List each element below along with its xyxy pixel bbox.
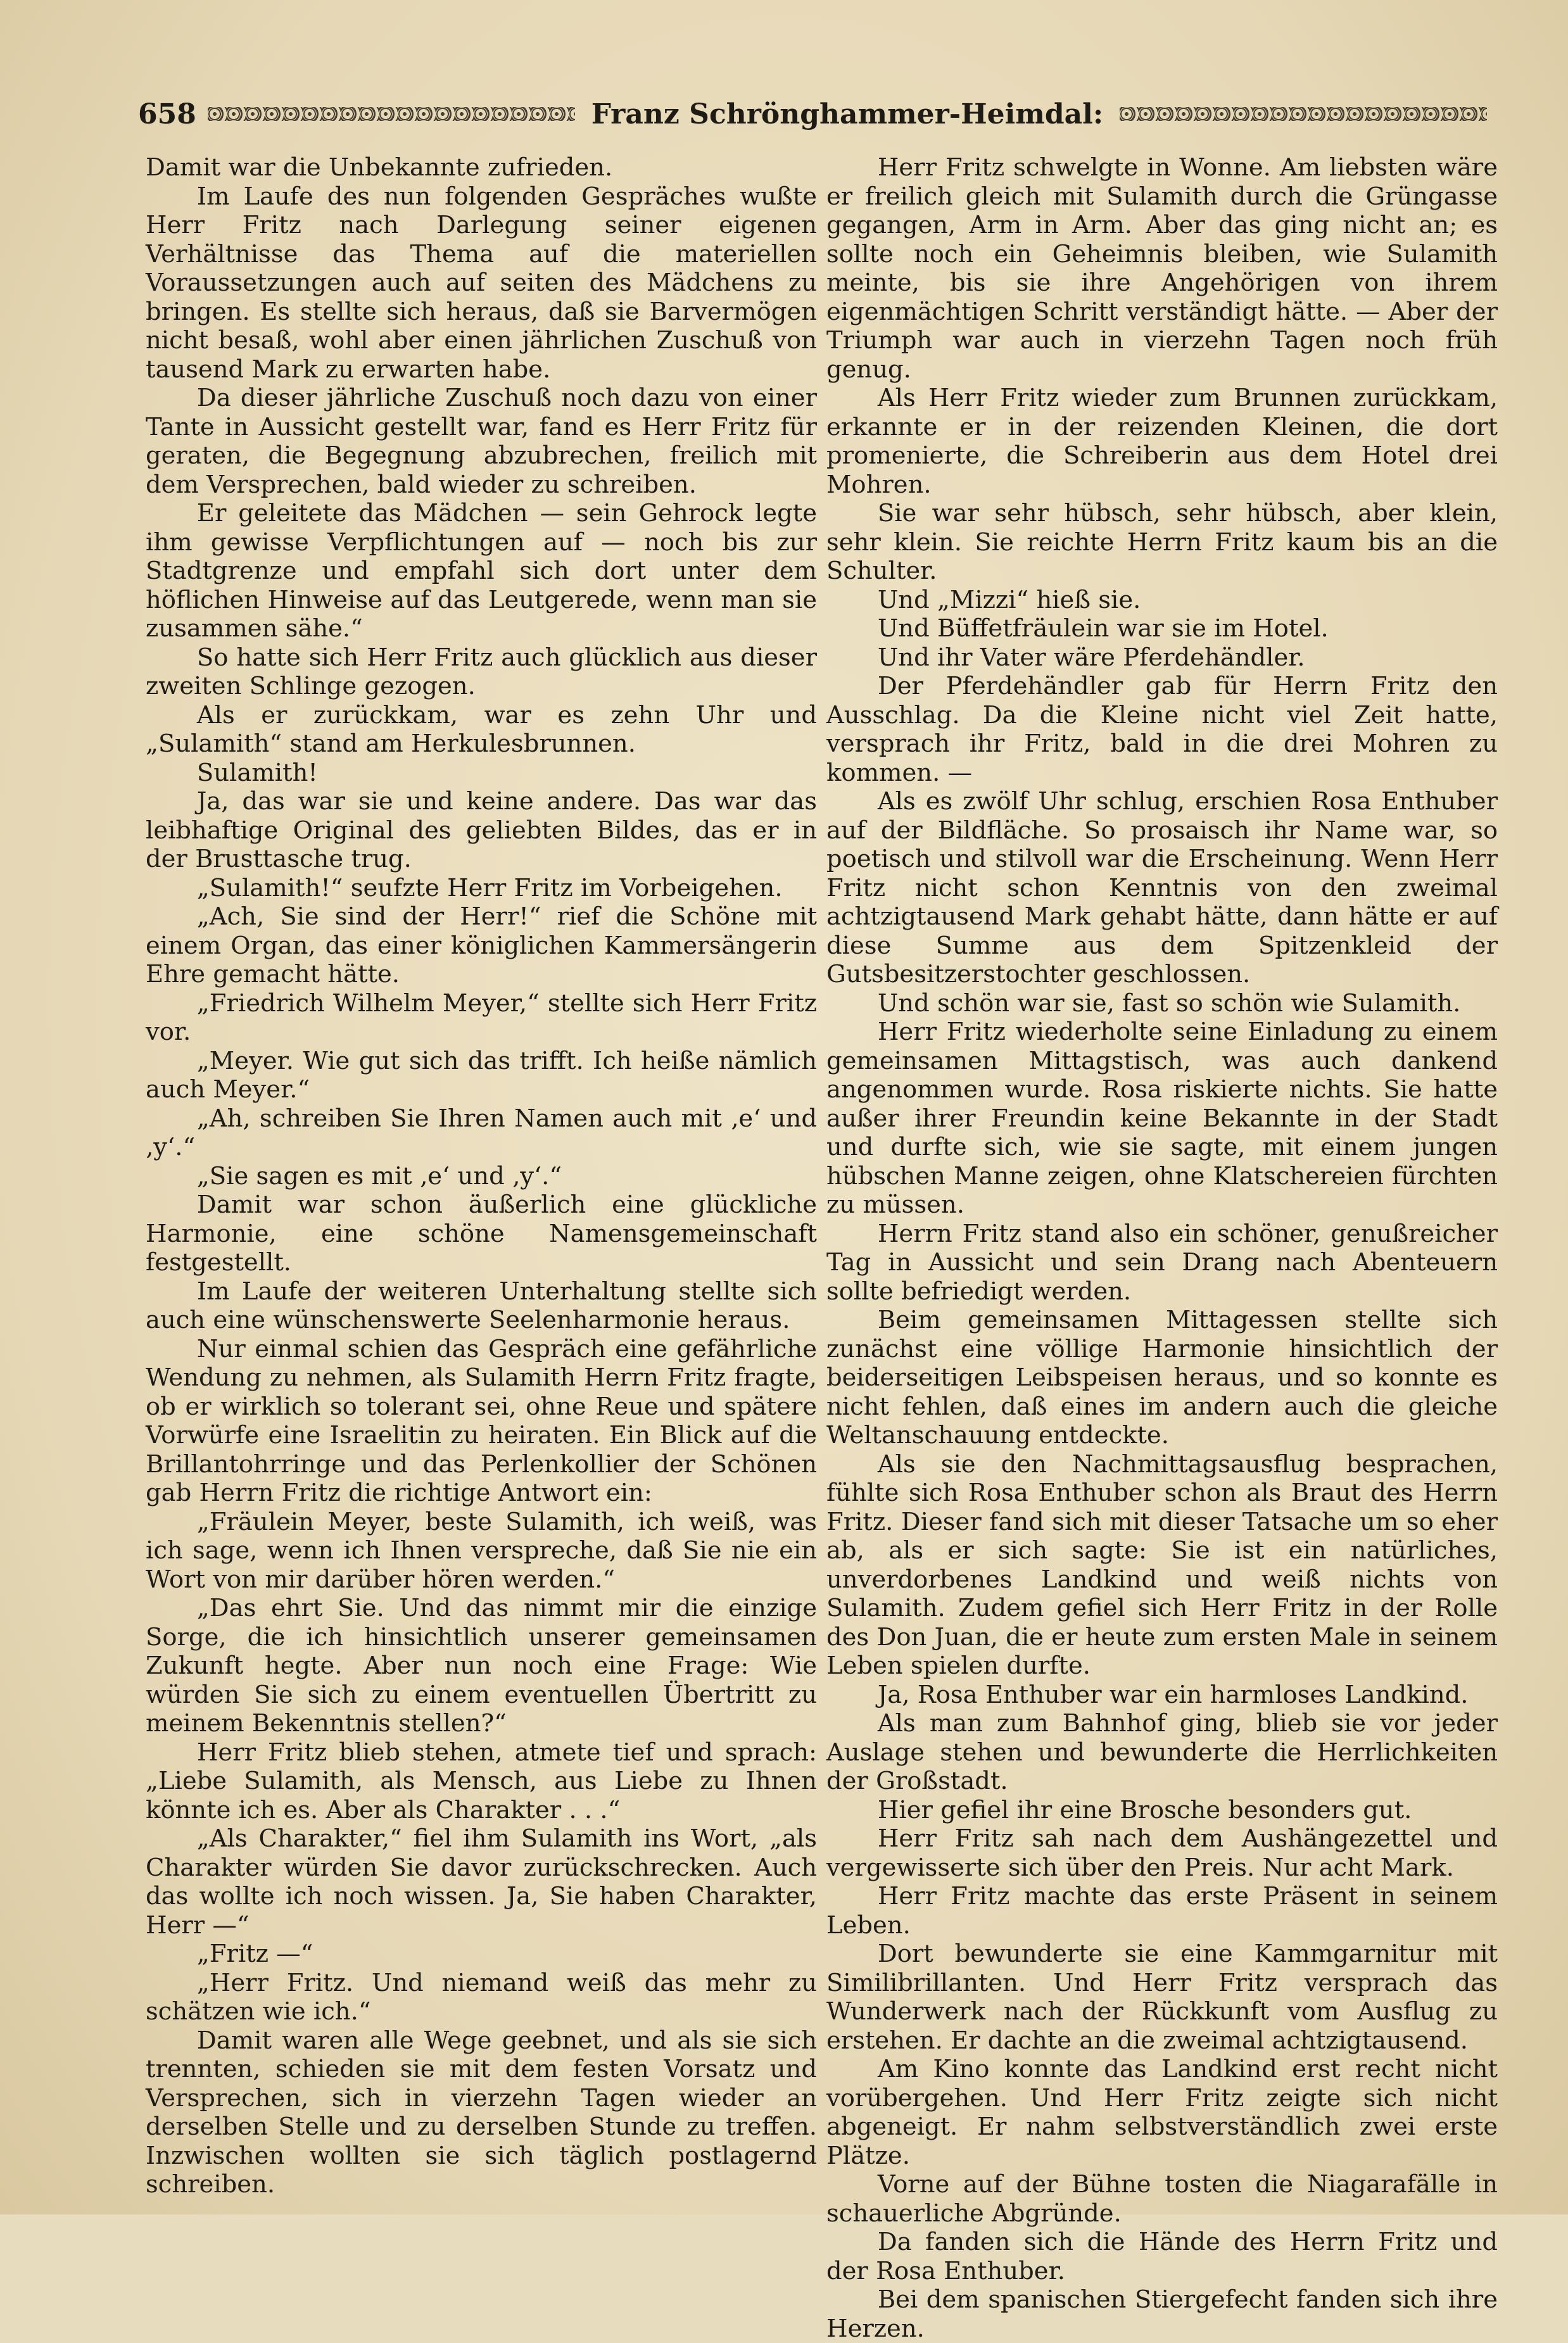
- paragraph: „Friedrich Wilhelm Meyer,“ stellte sich Herr Fritz vor.: [146, 988, 817, 1046]
- running-title: Franz Schrönghammer-Heimdal:: [591, 98, 1104, 130]
- paragraph: Herr Fritz blieb stehen, atmete tief und sprach: „Liebe Sulamith, als Mensch, aus Liebe zu Ihnen könnte ich es. Aber als Charakter . . .“: [146, 1738, 817, 1824]
- paragraph: Und ihr Vater wäre Pferdehändler.: [877, 643, 1305, 672]
- paragraph: Und „Mizzi“ hieß sie.: [877, 585, 1141, 614]
- paragraph: „Herr Fritz. Und niemand weiß das mehr zu schätzen wie ich.“: [146, 1968, 817, 2026]
- paragraph: Und schön war sie, fast so schön wie Sulamith.: [877, 988, 1461, 1018]
- paragraph: Da fanden sich die Hände des Herrn Fritz und der Rosa Enthuber.: [826, 2228, 1498, 2285]
- left-column: [146, 153, 817, 2199]
- paragraph: Und Büffetfräulein war sie im Hotel.: [877, 614, 1329, 643]
- paragraph: So hatte sich Herr Fritz auch glücklich aus dieser zweiten Schlinge gezogen.: [146, 643, 817, 700]
- paragraph: Vorne auf der Bühne tosten die Niagarafälle in schauerliche Abgründe.: [826, 2170, 1498, 2228]
- paragraph: „Meyer. Wie gut sich das trifft. Ich heiße nämlich auch Meyer.“: [146, 1046, 817, 1104]
- paragraph: „Das ehrt Sie. Und das nimmt mir die einzige Sorge, die ich hinsichtlich unserer gemeinsamen Zukunft hegte. Aber nun noch eine Frage: Wie würden Sie sich zu einem eventuellen Übertritt zu meinem Bekenntnis stellen?“: [146, 1594, 817, 1738]
- paragraph: Ja, das war sie und keine andere. Das war das leibhaftige Original des geliebten Bildes, das er in der Brusttasche trug.: [146, 787, 817, 873]
- paragraph: „Sie sagen es mit ‚e‘ und ‚y‘.“: [196, 1161, 562, 1190]
- paragraph: Herrn Fritz stand also ein schöner, genußreicher Tag in Aussicht und sein Drang nach Abenteuern sollte befriedigt werden.: [826, 1219, 1498, 1306]
- paragraph: Sulamith!: [196, 758, 318, 787]
- paragraph: Damit war schon äußerlich eine glückliche Harmonie, eine schöne Namensgemeinschaft festgestellt.: [146, 1190, 817, 1277]
- paragraph: Als es zwölf Uhr schlug, erschien Rosa Enthuber auf der Bildfläche. So prosaisch ihr Name war, so poetisch und stilvoll war die Erscheinung. Wenn Herr Fritz nicht schon Kenntnis von den zweimal achtzigtausend Mark gehabt hätte, dann hätte er auf diese Summe aus dem Spitzenkleid der Gutsbesitzerstochter geschlossen.: [826, 787, 1498, 988]
- paragraph: Der Pferdehändler gab für Herrn Fritz den Ausschlag. Da die Kleine nicht viel Zeit hatte, versprach ihr Fritz, bald in die drei Mohren zu kommen. —: [826, 672, 1498, 787]
- paragraph: „Sulamith!“ seufzte Herr Fritz im Vorbeigehen.: [196, 873, 783, 902]
- paragraph: Als man zum Bahnhof ging, blieb sie vor jeder Auslage stehen und bewunderte die Herrlichkeiten der Großstadt.: [826, 1709, 1498, 1795]
- header-ornament-left: [208, 107, 575, 121]
- paragraph: Bei dem spanischen Stiergefecht fanden sich ihre Herzen.: [826, 2285, 1498, 2343]
- paragraph: Herr Fritz wiederholte seine Einladung zu einem gemeinsamen Mittagstisch, was auch dankend angenommen wurde. Rosa riskierte nichts. Sie hatte außer ihrer Freundin keine Bekannte in der Stadt und durfte sich, wie sie sagte, mit einem jungen hübschen Manne zeigen, ohne Klatschereien fürchten zu müssen.: [826, 1018, 1498, 1219]
- paragraph: Herr Fritz schwelgte in Wonne. Am liebsten wäre er freilich gleich mit Sulamith durch die Grüngasse gegangen, Arm in Arm. Aber das ging nicht an; es sollte noch ein Geheimnis bleiben, wie Sulamith meinte, bis sie ihre Angehörigen von ihrem eigenmächtigen Schritt verständigt hätte. — Aber der Triumph war auch in vierzehn Tagen noch früh genug.: [826, 153, 1498, 384]
- paragraph: Damit waren alle Wege geebnet, und als sie sich trennten, schieden sie mit dem festen Vorsatz und Versprechen, sich in vierzehn Tagen wieder an derselben Stelle und zu derselben Stunde zu treffen. Inzwischen wollten sie sich täglich postlagernd schreiben.: [146, 2026, 817, 2199]
- paragraph: Beim gemeinsamen Mittagessen stellte sich zunächst eine völlige Harmonie hinsichtlich der beiderseitigen Leibspeisen heraus, und so konnte es nicht fehlen, daß eines im andern auch die gleiche Weltanschauung entdeckte.: [826, 1306, 1498, 1449]
- paragraph: Ja, Rosa Enthuber war ein harmloses Landkind.: [877, 1680, 1469, 1709]
- page-number: 658: [138, 98, 196, 130]
- paragraph: Sie war sehr hübsch, sehr hübsch, aber klein, sehr klein. Sie reichte Herrn Fritz kaum bis an die Schulter.: [826, 499, 1498, 585]
- paragraph: Als sie den Nachmittagsausflug besprachen, fühlte sich Rosa Enthuber schon als Braut des Herrn Fritz. Dieser fand sich mit dieser Tatsache um so eher ab, als er sich sagte: Sie ist ein natürliches, unverdorbenes Landkind und weiß nichts von Sulamith. Zudem gefiel sich Herr Fritz in der Rolle des Don Juan, die er heute zum ersten Male in seinem Leben spielen durfte.: [826, 1449, 1498, 1680]
- paragraph: Herr Fritz machte das erste Präsent in seinem Leben.: [826, 1882, 1498, 1940]
- paragraph: Dort bewunderte sie eine Kammgarnitur mit Similibrillanten. Und Herr Fritz versprach das Wunderwerk nach der Rückkunft vom Ausflug zu erstehen. Er dachte an die zweimal achtzigtausend.: [826, 1940, 1498, 2055]
- paragraph: Im Laufe der weiteren Unterhaltung stellte sich auch eine wünschenswerte Seelenharmonie heraus.: [146, 1277, 817, 1334]
- paragraph: Am Kino konnte das Landkind erst recht nicht vorübergehen. Und Herr Fritz zeigte sich nicht abgeneigt. Er nahm selbstverständlich zwei erste Plätze.: [826, 2055, 1498, 2170]
- paragraph: „Fritz —“: [196, 1940, 313, 1968]
- right-column: [826, 153, 1498, 2343]
- paragraph: Da dieser jährliche Zuschuß noch dazu von einer Tante in Aussicht gestellt war, fand es Herr Fritz für geraten, die Begegnung abzubrechen, freilich mit dem Versprechen, bald wieder zu schreiben.: [146, 384, 817, 499]
- paragraph: Als Herr Fritz wieder zum Brunnen zurückkam, erkannte er in der reizenden Kleinen, die dort promenierte, die Schreiberin aus dem Hotel drei Mohren.: [826, 384, 1498, 499]
- paragraph: Er geleitete das Mädchen — sein Gehrock legte ihm gewisse Verpflichtungen auf — noch bis zur Stadtgrenze und empfahl sich dort unter dem höflichen Hinweise auf das Leutgerede, wenn man sie zusammen sähe.“: [146, 499, 817, 643]
- paragraph: Hier gefiel ihr eine Brosche besonders gut.: [877, 1795, 1412, 1824]
- paragraph: Im Laufe des nun folgenden Gespräches wußte Herr Fritz nach Darlegung seiner eigenen Verhältnisse das Thema auf die materiellen Voraussetzungen auch auf seiten des Mädchens zu bringen. Es stellte sich heraus, daß sie Barvermögen nicht besaß, wohl aber einen jährlichen Zuschuß von tausend Mark zu erwarten habe.: [146, 182, 817, 384]
- paragraph: „Ach, Sie sind der Herr!“ rief die Schöne mit einem Organ, das einer königlichen Kammersängerin Ehre gemacht hätte.: [146, 902, 817, 988]
- paragraph: Nur einmal schien das Gespräch eine gefährliche Wendung zu nehmen, als Sulamith Herrn Fritz fragte, ob er wirklich so tolerant sei, ohne Reue und spätere Vorwürfe eine Israelitin zu heiraten. Ein Blick auf die Brillantohrringe und das Perlenkollier der Schönen gab Herrn Fritz die richtige Antwort ein:: [146, 1334, 817, 1507]
- paragraph: „Ah, schreiben Sie Ihren Namen auch mit ‚e‘ und ‚y‘.“: [146, 1104, 817, 1161]
- paragraph: Als er zurückkam, war es zehn Uhr und „Sulamith“ stand am Herkulesbrunnen.: [146, 700, 817, 758]
- paragraph: Damit war die Unbekannte zufrieden.: [146, 153, 613, 182]
- paragraph: Herr Fritz sah nach dem Aushängezettel und vergewisserte sich über den Preis. Nur acht Mark.: [826, 1824, 1498, 1882]
- paragraph: „Als Charakter,“ fiel ihm Sulamith ins Wort, „als Charakter würden Sie davor zurückschrecken. Auch das wollte ich noch wissen. Ja, Sie haben Charakter, Herr —“: [146, 1824, 817, 1940]
- paragraph: „Fräulein Meyer, beste Sulamith, ich weiß, was ich sage, wenn ich Ihnen verspreche, daß Sie nie ein Wort von mir darüber hören werden.“: [146, 1507, 817, 1594]
- header-ornament-right: [1120, 107, 1487, 121]
- running-header: [138, 92, 1487, 136]
